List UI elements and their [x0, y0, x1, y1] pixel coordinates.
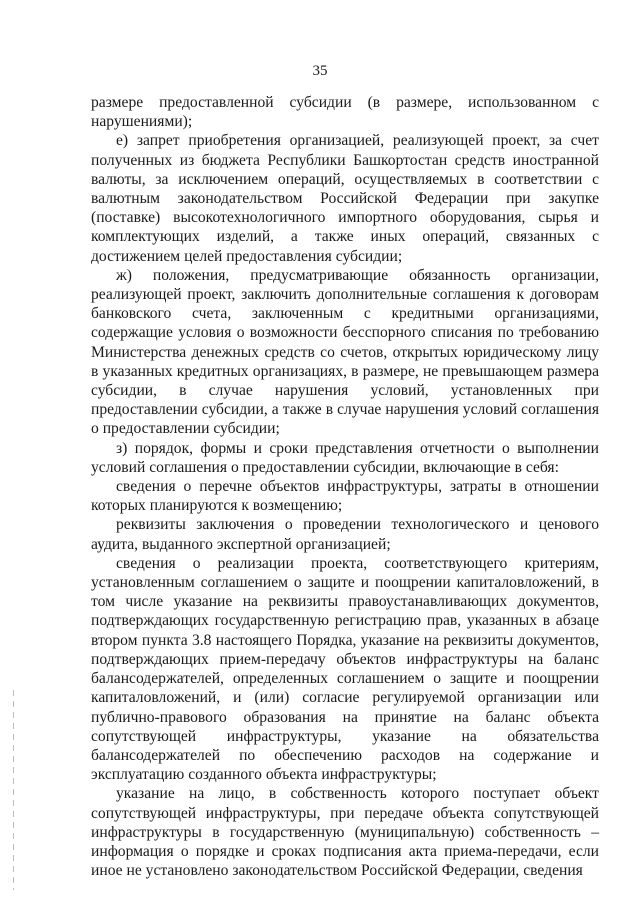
paragraph-owner-info: указание на лицо, в собственность которого поступает объект сопутствующей инфраструктуры, при передаче объекта сопутствующей инфраструктуры в государственную (муниципальную) собственность – информация о порядке и сроках подписания акта приема-передачи, если иное не установлено законодательством Российской Федерации, сведения [91, 785, 599, 880]
page-number: 35 [312, 63, 328, 79]
paragraph-item-z: з) порядок, формы и сроки представления отчетности о выполнении условий соглашения о предоставлении субсидии, включающие в себя: [91, 439, 599, 476]
paragraph-item-zh: ж) положения, предусматривающие обязанность организации, реализующей проект, заключить дополнительные соглашения к договорам банковского счета, заключенным с кредитными организациями, содержащие условия о возможности бесспорного списания по требованию Министерства денежных средств со счетов, открытых юридическому лицу в указанных кредитных организациях, в размере, не превышающем размера субсидии, в случае нарушения условий, установленных при предоставлении субсидии, а также в случае нарушения условий соглашения о предоставлении субсидии; [91, 266, 599, 438]
paragraph-audit-details: реквизиты заключения о проведении технологического и ценового аудита, выданного экспертной организацией; [91, 516, 599, 553]
paragraph-infrastructure-list: сведения о перечне объектов инфраструктуры, затраты в отношении которых планируются к возмещению; [91, 478, 599, 515]
paragraph-project-info: сведения о реализации проекта, соответствующего критериям, установленным соглашением о защите и поощрении капиталовложений, в том числе указание на реквизиты правоустанавливающих документов, подтверждающих государственную регистрацию прав, указанных в абзаце втором пункта 3.8 настоящего Порядка, указание на реквизиты документов, подтверждающих прием-передачу объектов инфраструктуры на баланс балансодержателей, определенных соглашением о защите и поощрении капиталовложений, и (или) согласие регулируемой организации или публично-правового образования на принятие на баланс объекта сопутствующей инфраструктуры, указание на обязательства балансодержателей по обеспечению расходов на содержание и эксплуатацию созданного объекта инфраструктуры; [91, 554, 599, 784]
paragraph-subsidy-amount: размере предоставленной субсидии (в размере, использованном с нарушениями); [91, 94, 599, 131]
scan-margin-line [13, 690, 14, 890]
paragraph-item-e: е) запрет приобретения организацией, реализующей проект, за счет полученных из бюджета Республики Башкортостан средств иностранной валюты, за исключением операций, осуществляемых в соответствии с валютным законодательством Российской Федерации при закупке (поставке) высокотехнологичного импортного оборудования, сырья и комплектующих изделий, а также иных операций, связанных с достижением целей предоставления субсидии; [91, 132, 599, 265]
document-body [91, 93, 599, 880]
